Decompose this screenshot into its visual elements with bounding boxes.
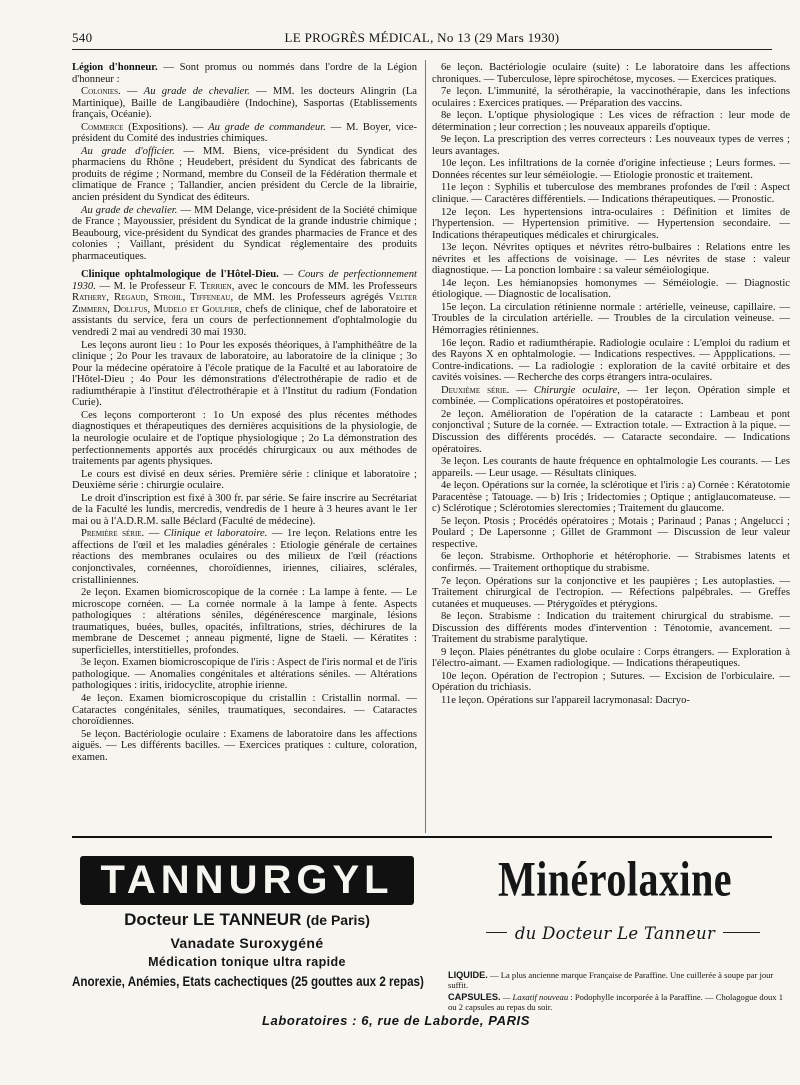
lecon-8: 8e leçon. L'optique physiologique : Les vices de réfraction : leur mode de détermination ; leur correction ; les nouveaux appareils d'optique.	[432, 110, 790, 133]
chirurgie-lecon-5: 5e leçon. Ptosis ; Procédés opératoires ; Motais ; Parinaud ; Panas ; Angelucci ; Poulard ; De Lapersonne ; Gillet de Grammont — Discussion de leur valeur respective.	[432, 515, 790, 550]
page-number: 540	[72, 30, 93, 45]
deuxieme-dash: —	[509, 384, 534, 396]
clinique-paragraph	[72, 269, 417, 338]
chevalier-paragraph	[72, 205, 417, 263]
capsules-text: : Podophylle incorporée à la Paraffine. — Cholagogue doux 1 ou 2 capsules au repas du soir.	[448, 992, 784, 1012]
cours-paragraph: Le cours est divisé en deux séries. Première série : clinique et laboratoire ; Deuxième série : chirurgie oculaire.	[72, 468, 417, 492]
legion-paragraph	[72, 62, 417, 85]
chirurgie-lecon-8: 8e leçon. Strabisme : Indication du traitement chirurgical du strabisme. — Discussion des différents modes d'intervention : Ténotomie, avancement. — Traitement du strabisme paralytique.	[432, 611, 790, 646]
running-title: LE PROGRÈS MÉDICAL, No 13 (29 Mars 1930)	[284, 30, 560, 45]
premiere-dash: —	[144, 528, 164, 540]
doctor-city: (de Paris)	[306, 912, 370, 928]
agreges-list: Velter Zimmern, Dollfus, Mudelo et Goulfier	[72, 292, 417, 315]
commerce-paragraph	[72, 122, 417, 145]
column-divider	[425, 60, 426, 833]
tannurgyl-advert	[72, 845, 422, 1021]
commerce-grade: Au grade de commandeur.	[208, 121, 326, 133]
commerce-text: — M. Boyer, vice-président du Comité des industries chimiques.	[72, 121, 418, 145]
lecon-15: 15e leçon. La circulation rétinienne normale : artérielle, veineuse, capillaire. — Troubles de la circulation artérielle. — Troubles de la circulation veineuse. — Hémorragies rétiniennes.	[432, 301, 790, 337]
officier-paragraph	[72, 146, 417, 204]
left-column	[72, 62, 417, 764]
clinique-text-4: , chefs de clinique, chef de laboratoire et assistants du service, fera un cours de perfectionnement d'ophtalmologie du vendredi 2 mai au vendredi 30 mai 1930.	[72, 303, 417, 339]
clinique-text-3: , de MM. les Professeurs agrégés	[230, 292, 389, 304]
lecon-2: 2e leçon. Examen biomicroscopique de la cornée : La lampe à fente. — Le microscope cornéen. — La cornée normale à la lampe à fente. Aspects pathologiques : altérations séniles, dégénérescence marginale, lésions traumatiques, buées, bulles, opacités, infiltrations, stries, déchirures de la membrane de Descemet ; anneau pigmenté, ligne de Staeli. — Kératites : superficielles, interstitielles, profondes.	[72, 587, 417, 656]
lecon-16: 16e leçon. Radio et radiumthérapie. Radiologie oculaire : L'emploi du radium et des Rayons X en ophtalmologie. — Indications respectives. — Appplications. — Contre-indications. — La radiologie : exploration de la cavité orbitaire et des cavités voisines. — Recherche des corps étrangers intra-oculaires.	[432, 337, 790, 384]
doctor-name: Docteur LE TANNEUR	[124, 910, 302, 929]
lecons-paragraph: Les leçons auront lieu : 1o Pour les exposés théoriques, à l'amphithéâtre de la clinique ; 2o Pour les travaux de laboratoire, au laboratoire de la clinique ; 3o Pour la médecine opératoire à l'école pratique de la Faculté et au laboratoire de l'Hôtel-Dieu ; 4o Pour les démonstrations d'électrothérapie de radio et de radiumthérapie à l'institut d'électrothérapie et à l'Institut du radium (Fondation Curie).	[72, 339, 417, 409]
commerce-label: Commerce	[81, 121, 124, 133]
chirurgie-lecon-3: 3e leçon. Les courants de haute fréquence en ophtalmologie Les courants. — Les appareils. — Leur usage. — Résultats cliniques.	[432, 456, 790, 479]
lecon-13: 13e leçon. Névrites optiques et névrites rétro-bulbaires : Relations entre les névrites et les affections de voisinage. — Les névrites de stase : valeur diagnostique. — La ponction lombaire : sa valeur séméiologique.	[432, 242, 790, 277]
lecon-14: 14e leçon. Les hémianopsies homonymes — Séméiologie. — Diagnostic étiologique. — Diagnostic de localisation.	[432, 277, 790, 301]
premiere-italic: Clinique et laboratoire.	[163, 528, 268, 540]
liquide-label: LIQUIDE.	[448, 970, 488, 980]
deuxieme-label: Deuxième série.	[441, 384, 510, 396]
clinique-course: — Cours de perfectionnement 1930.	[72, 269, 417, 292]
lecon-9: 9e leçon. La prescription des verres correcteurs : Les nouveaux types de verres ; leurs avantages.	[432, 134, 790, 157]
commerce-expo: (Expositions). —	[123, 121, 209, 133]
colonies-dash: —	[120, 86, 144, 98]
liquide-line	[448, 971, 788, 990]
premiere-serie-paragraph	[72, 528, 417, 586]
premiere-label: Première série.	[81, 528, 145, 540]
chirurgie-lecon-6: 6e leçon. Strabisme. Orthophorie et hétérophorie. — Strabismes latents et confirmés. — Traitement orthoptique du strabisme.	[432, 551, 790, 574]
tannurgyl-brand: TANNURGYL	[80, 856, 413, 905]
tannurgyl-line-3: Anorexie, Anémies, Etats cachectiques (25 gouttes aux 2 repas)	[72, 974, 424, 989]
droit-paragraph: Le droit d'inscription est fixé à 300 fr. par série. Se faire inscrire au Secrétariat de la Faculté les lundis, mercredis, vendredis de 1 heure à 3 heures avant le 1er mai ou à l'A.D.R.M. salle Béclard (Faculté de médecine).	[72, 492, 417, 527]
running-header	[72, 29, 772, 50]
legion-title: Légion d'honneur.	[72, 62, 158, 73]
lecon-6: 6e leçon. Bactériologie oculaire (suite) : Le laboratoire dans les affections chroniques. — Tuberculose, lèpre spirochétose, mycoses. — Exercices pratiques.	[432, 62, 790, 85]
deuxieme-italic: Chirurgie oculaire,	[533, 384, 620, 396]
minerolaxine-brand: Minérolaxine	[497, 850, 733, 907]
lecon-11: 11e leçon : Syphilis et tuberculose des membranes profondes de l'œil : Aspect clinique. — Caractères différentiels. — Indications thérapeutiques. — Pronostic.	[432, 182, 790, 206]
chirurgie-lecon-7: 7e leçon. Opérations sur la conjonctive et les paupières ; Les autoplasties. — Traitement chirurgical de l'ectropion. — Réfections palpébrales. — Greffes cutanées et muqueuses. — Ptérygoïdes et ptérygions.	[432, 575, 790, 610]
colonies-label: Colonies.	[81, 86, 121, 98]
deuxieme-text: — 1er leçon. Opération simple et combinée. — Complications opératoires et postopératoires.	[432, 384, 790, 408]
tannurgyl-line-2: Médication tonique ultra rapide	[148, 955, 346, 969]
colonies-text: — MM. les docteurs Alingrin (La Martinique), Baille de Langibaudière (Indochine), Sasportas (Etablissements français, Océanie).	[72, 86, 418, 121]
chevalier-grade: Au grade de chevalier.	[81, 204, 178, 216]
chevalier-text: — MM Delange, vice-président de la Société chimique de France ; Mayoussier, président du Syndicat de la grande industrie chimique ; Beaubourg, vice-président du Syndicat des grandes pharmacies de France et des colonies ; Vaillant, président du Syndicat réglementaire des produits pharmaceutiques.	[72, 204, 417, 262]
minerolaxine-doctor: du Docteur Le Tanneur	[507, 924, 723, 943]
comporteront-paragraph: Ces leçons comporteront : 1o Un exposé des plus récentes méthodes diagnostiques et thérapeutiques des dernières acquisitions de la physiologie, de la neurologie oculaire et de l'optique physiologique ; 2o La démonstration des perfectionnements apportés aux procédés chirurgicaux ou aux méthodes de traitements par agents physiques.	[72, 409, 417, 468]
colonies-paragraph	[72, 86, 417, 121]
clinique-text-1: — M. le Professeur	[95, 280, 189, 292]
officier-grade: Au grade d'officier.	[81, 145, 175, 157]
chirurgie-lecon-4: 4e leçon. Opérations sur la cornée, la sclérotique et l'iris : a) Cornée : Kératotomie Paracentèse ; Tatouage. — b) Iris ; Iridectomies ; Optique ; antiglaucomateuse. — c) Sclérotique ; Sclérotomies slerectomies ; Traitement du glaucome.	[432, 480, 790, 515]
lecon-7: 7e leçon. L'immunité, la sérothérapie, la vaccinothérapie, dans les infections oculaires : Exercices pratiques. — Préparation des vaccins.	[432, 86, 790, 109]
clinique-title: Clinique ophtalmologique de l'Hôtel-Dieu.	[81, 269, 279, 281]
professors-list: Rathery, Regaud, Strohl, Tiffeneau	[72, 292, 231, 304]
capsules-italic: — Laxatif nouveau	[500, 992, 569, 1002]
legion-intro: — Sont promus ou nommés dans l'ordre de la Légion d'honneur :	[72, 62, 417, 85]
capsules-label: CAPSULES.	[448, 992, 501, 1002]
laboratoires-address: Laboratoires : 6, rue de Laborde, PARIS	[262, 1013, 531, 1028]
chirurgie-lecon-11: 11e leçon. Opérations sur l'appareil lacrymonasal: Dacryo-	[441, 694, 690, 706]
lecon-4: 4e leçon. Examen biomicroscopique du cristallin : Cristallin normal. — Cataractes congénitales, séniles, traumatiques, secondaires. — Cataractes choroïdiennes.	[72, 692, 417, 728]
tannurgyl-doctor	[72, 910, 422, 930]
tannurgyl-line-1: Vanadate Suroxygéné	[170, 935, 324, 951]
chirurgie-lecon-2: 2e leçon. Amélioration de l'opération de la cataracte : Lambeau et pont conjonctival ; Suture de la cornée. — Extraction totale. — Extraction à la pique. — Discussion des différents procédés. — Cataracte secondaire. — Indications opératoires.	[432, 408, 790, 455]
lecon-5: 5e leçon. Bactériologie oculaire : Examens de laboratoire dans les affections aiguës. — Les différents bacilles. — Exercices pratiques : culture, coloration, examen.	[72, 728, 417, 763]
advert-rule	[72, 836, 772, 838]
lecon-12: 12e leçon. Les hypertensions intra-oculaires : Définition et limites de l'hypertension. — Hypertension primitive. — Hypertension secondaire. — Indications thérapeutiques médicales et chirurgicales.	[432, 206, 790, 241]
premiere-text: — 1re leçon. Relations entre les affections de l'œil et les maladies générales : Etiologie générale de certaines réactions des membranes oculaires ou des milieux de l'œil (réactions conjonctivales, cornéennes, choroïdiennes, iriennes, ciliaires, sclérales, cristalliniennes.	[72, 528, 418, 586]
lecon-3: 3e leçon. Examen biomicroscopique de l'iris : Aspect de l'iris normal et de l'iris pathologique. — Anomalies congénitales et altérations séniles. — Altérations pathologiques : iritis, iridocyclite, atrophie irienne.	[72, 657, 417, 692]
minerolaxine-advert	[440, 845, 790, 1021]
capsules-line	[448, 993, 788, 1012]
clinique-text-2: , avec le concours de MM. les Professeurs	[231, 280, 417, 292]
professor-terrien: F. Terrien	[188, 280, 232, 292]
colonies-grade: Au grade de chevalier.	[143, 86, 250, 98]
right-column	[432, 62, 790, 708]
liquide-text: — La plus ancienne marque Française de Paraffine. Une cuillerée à soupe par jour suffit.	[448, 970, 774, 990]
officier-text: — MM. Biens, vice-président du Syndicat des pharmaciens du Rhône ; Heudebert, président du Syndicat des fabricants de produits de régime ; Normand, membre du Conseil de la Fédération thermale et climatique de France ; Tallandier, ancien président du Cercle de la librairie, ancien président du Syndicat des éditeurs.	[72, 145, 417, 204]
chirurgie-lecon-9: 9 leçon. Plaies pénétrantes du globe oculaire : Corps étrangers. — Exploration à l'électro-aimant. — Examen radiologique. — Indications thérapeutiques.	[432, 646, 790, 670]
chirurgie-lecon-10: 10e leçon. Opération de l'ectropion ; Sutures. — Excision de l'orbiculaire. — Opération du trichiasis.	[432, 670, 790, 694]
minerolaxine-doctor-wrap	[440, 924, 790, 944]
deuxieme-serie-paragraph	[432, 385, 790, 408]
lecon-10: 10e leçon. Les infiltrations de la cornée d'origine infectieuse ; Leurs formes. — Données récentes sur leur séméiologie. — Etiologie pronostic et traitement.	[432, 158, 790, 181]
